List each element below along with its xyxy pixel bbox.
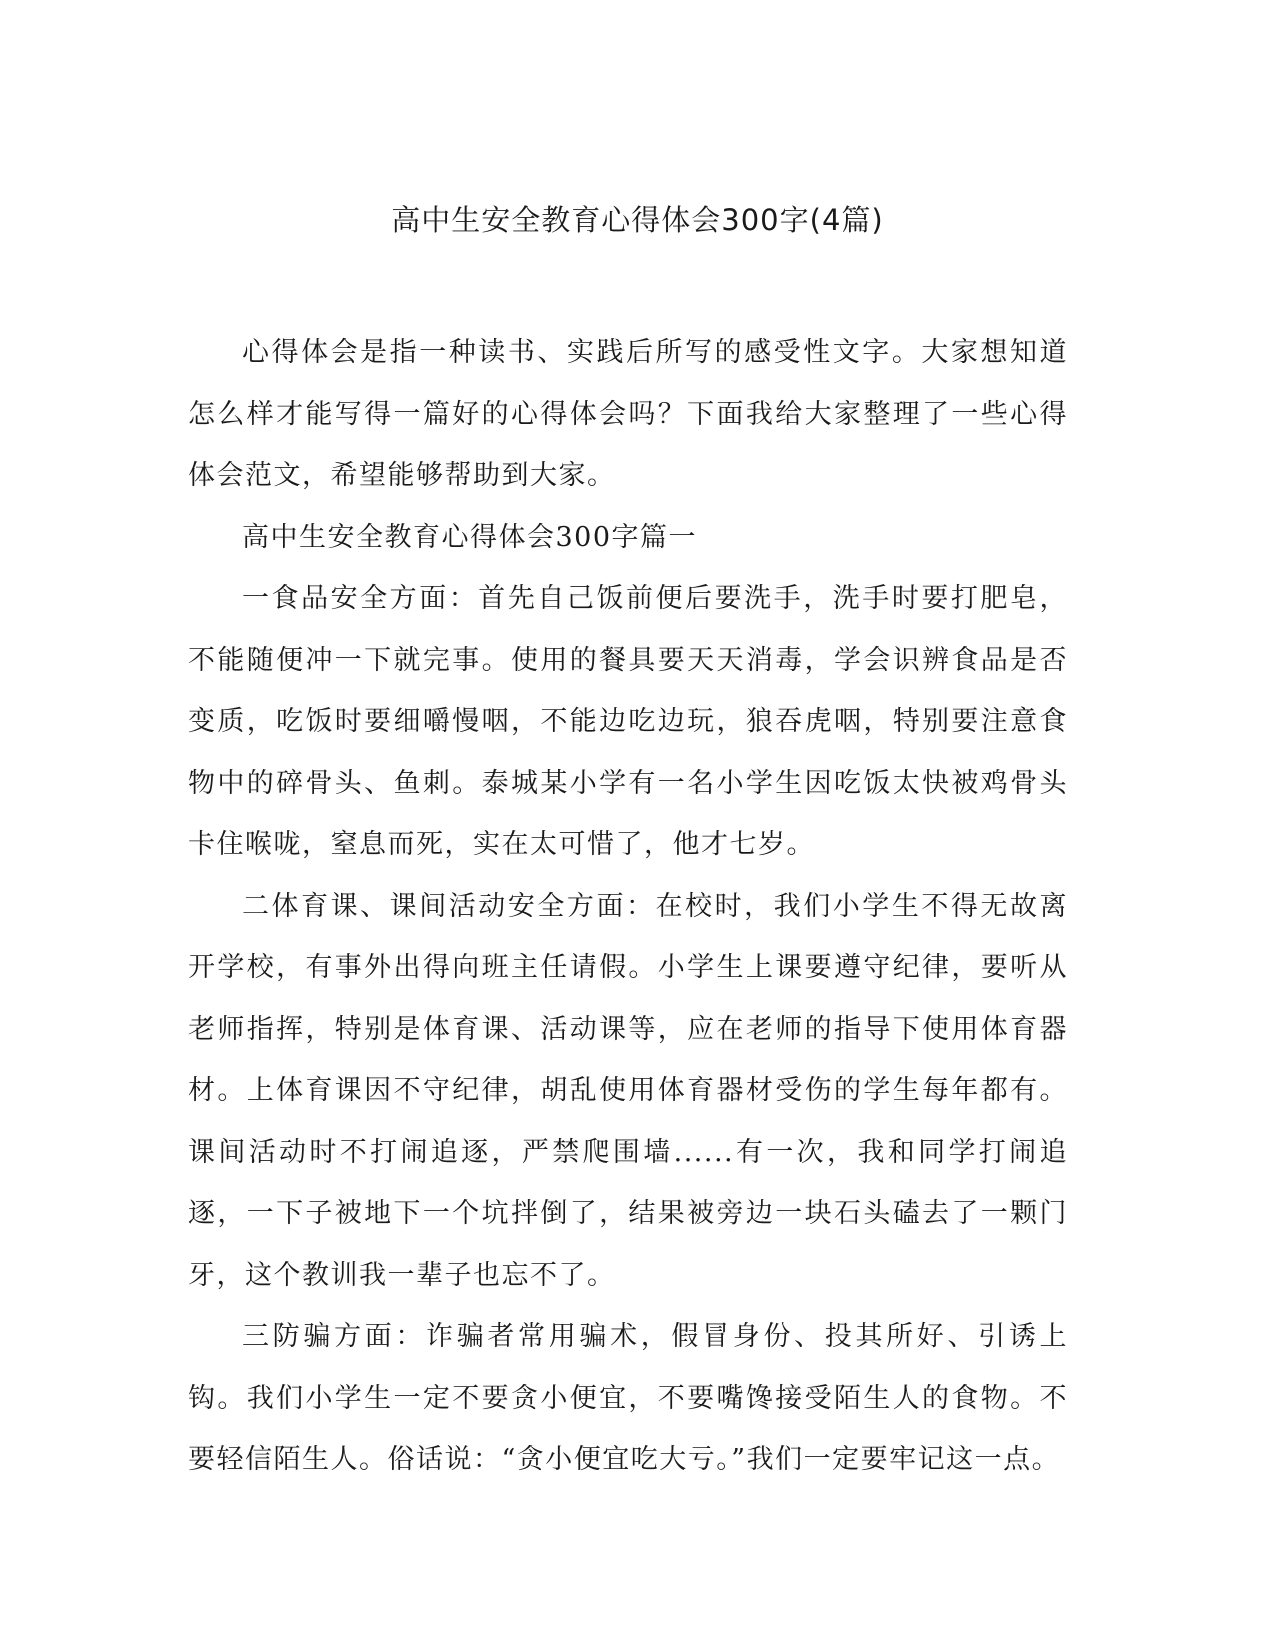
document-body <box>188 322 1068 1491</box>
anti-fraud-paragraph: 三防骗方面：诈骗者常用骗术，假冒身份、投其所好、引诱上钩。我们小学生一定不要贪小便宜，不要嘴馋接受陌生人的食物。不要轻信陌生人。俗话说：“贪小便宜吃大亏。”我们一定要牢记这一点。 <box>188 1321 1068 1475</box>
food-safety-paragraph: 一食品安全方面：首先自己饭前便后要洗手，洗手时要打肥皂，不能随便冲一下就完事。使用的餐具要天天消毒，学会识辨食品是否变质，吃饭时要细嚼慢咽，不能边吃边玩，狼吞虎咽，特别要注意食物中的碎骨头、鱼刺。泰城某小学有一名小学生因吃饭太快被鸡骨头卡住喉咙，窒息而死，实在太可惜了，他才七岁。 <box>188 583 1068 860</box>
document-title: 高中生安全教育心得体会300字(4篇) <box>391 203 884 237</box>
intro-paragraph: 心得体会是指一种读书、实践后所写的感受性文字。大家想知道怎么样才能写得一篇好的心得体会吗？下面我给大家整理了一些心得体会范文，希望能够帮助到大家。 <box>188 337 1068 491</box>
pe-safety-paragraph: 二体育课、课间活动安全方面：在校时，我们小学生不得无故离开学校，有事外出得向班主任请假。小学生上课要遵守纪律，要听从老师指挥，特别是体育课、活动课等，应在老师的指导下使用体育器材。上体育课因不守纪律，胡乱使用体育器材受伤的学生每年都有。课间活动时不打闹追逐，严禁爬围墙......有一次，我和同学打闹追逐，一下子被地下一个坑拌倒了，结果被旁边一块石头磕去了一颗门牙，这个教训我一辈子也忘不了。 <box>188 890 1068 1291</box>
section-heading: 高中生安全教育心得体会300字篇一 <box>242 521 698 553</box>
